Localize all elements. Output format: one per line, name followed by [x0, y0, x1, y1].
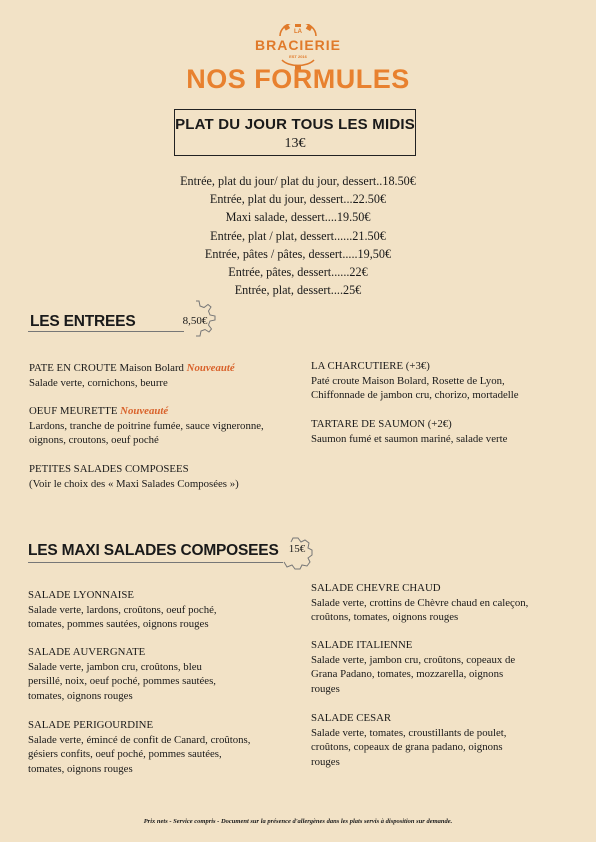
item-desc: persillé, noix, oeuf poché, pommes sautées, [28, 675, 216, 688]
salade-item [28, 718, 298, 776]
item-desc: (Voir le choix des « Maxi Salades Composées ») [29, 477, 239, 490]
logo-est: EST 2016 [289, 54, 307, 59]
item-desc: Salade verte, tomates, croustillants de poulet, [311, 726, 507, 739]
formula-list [0, 172, 596, 299]
logo-top-text: LA [294, 29, 302, 35]
item-desc: oignons, croutons, oeuf poché [29, 434, 159, 447]
item-desc: tomates, pommes sautées, oignons rouges [28, 618, 209, 631]
item-name: LA CHARCUTIERE (+3€) [311, 360, 430, 372]
item-desc: Grana Padano, tomates, mozzarella, oignons [311, 668, 504, 681]
item-name: TARTARE DE SAUMON (+2€) [311, 418, 452, 430]
item-desc: Saumon fumé et saumon mariné, salade verte [311, 432, 508, 445]
salade-item [311, 581, 586, 625]
item-name: OEUF MEURETTE [29, 405, 118, 417]
plat-du-jour-label: PLAT DU JOUR TOUS LES MIDIS [175, 116, 415, 133]
item-desc: Salade verte, lardons, croûtons, oeuf poché, [28, 603, 217, 616]
item-desc: croûtons, copeaux de grana padano, oignons [311, 741, 503, 754]
item-desc: Salade verte, émincé de confit de Canard, croûtons, [28, 733, 251, 746]
item-name: SALADE LYONNAISE [28, 589, 134, 601]
plat-du-jour-price: 13€ [284, 136, 306, 151]
logo-name: BRACIERIE [254, 37, 341, 53]
page-title: NOS FORMULES [186, 64, 410, 94]
salades-divider [28, 562, 283, 563]
salades-title: LES MAXI SALADES COMPOSEES [28, 542, 279, 559]
item-desc: Chiffonnade de jambon cru, chorizo, mortadelle [311, 389, 519, 402]
item-desc: Salade verte, cornichons, beurre [29, 376, 168, 389]
entree-item [29, 462, 299, 491]
entrees-divider [28, 331, 184, 332]
new-badge: Nouveauté [186, 362, 235, 374]
item-desc: tomates, oignons rouges [28, 762, 133, 775]
salade-item [311, 638, 586, 696]
salades-price: 15€ [288, 543, 306, 555]
item-name: SALADE PERIGOURDINE [28, 719, 154, 731]
footer-note: Prix nets - Service compris - Document sur la présence d'allergènes dans les plats servis à disposition sur demande. [143, 818, 453, 825]
entree-item [29, 361, 299, 390]
item-name: SALADE CESAR [311, 712, 392, 724]
item-desc: rouges [311, 682, 340, 695]
formula-item: Entrée, plat du jour/ plat du jour, dessert..18.50€ [180, 174, 416, 188]
formula-item: Entrée, plat, dessert....25€ [234, 283, 362, 298]
item-name: PATE EN CROUTE Maison Bolard [29, 362, 184, 374]
formula-item: Maxi salade, dessert....19.50€ [225, 210, 371, 225]
plat-du-jour-box [174, 109, 416, 156]
salade-item [28, 588, 298, 632]
entrees-price: 8,50€ [182, 315, 208, 327]
item-desc: Salade verte, crottins de Chèvre chaud en caleçon, [311, 596, 529, 609]
entree-item [311, 359, 581, 403]
item-name: SALADE CHEVRE CHAUD [311, 582, 441, 594]
item-desc: Salade verte, jambon cru, croûtons, copeaux de [311, 653, 516, 666]
new-badge: Nouveauté [120, 405, 169, 417]
entree-item [29, 404, 309, 448]
item-desc: croûtons, tomates, oignons rouges [311, 611, 459, 624]
item-desc: Paté croute Maison Bolard, Rosette de Lyon, [311, 374, 505, 387]
item-desc: tomates, oignons rouges [28, 689, 133, 702]
formula-item: Entrée, pâtes, dessert......22€ [228, 265, 368, 280]
item-desc: rouges [311, 755, 340, 768]
item-name: PETITES SALADES COMPOSEES [29, 463, 189, 475]
item-desc: gésiers confits, oeuf poché, pommes sautées, [28, 748, 222, 761]
item-desc: Lardons, tranche de poitrine fumée, sauce vigneronne, [29, 419, 264, 432]
item-name: SALADE AUVERGNATE [28, 646, 146, 658]
entree-item [311, 417, 581, 446]
formula-item: Entrée, plat du jour, dessert...22.50€ [209, 192, 387, 207]
entrees-title: LES ENTREES [30, 313, 136, 330]
salade-item [311, 711, 586, 769]
formula-item: Entrée, pâtes / pâtes, dessert.....19,50€ [204, 246, 392, 261]
salade-item [28, 645, 298, 703]
item-desc: Salade verte, jambon cru, croûtons, bleu [28, 660, 202, 673]
formula-item: Entrée, plat / plat, dessert......21.50€ [210, 228, 386, 243]
item-name: SALADE ITALIENNE [311, 639, 413, 651]
